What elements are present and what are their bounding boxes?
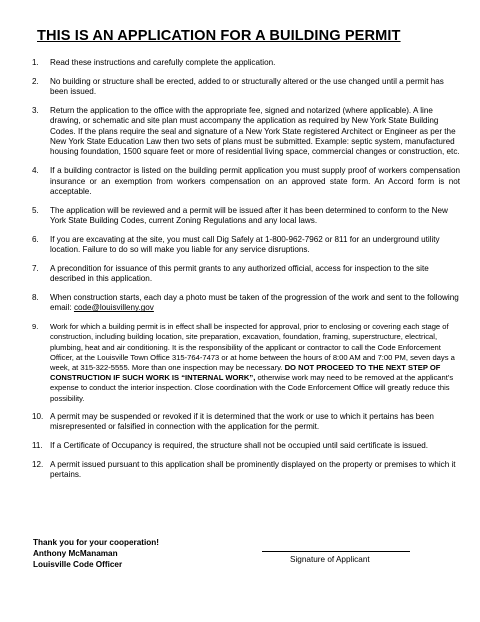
closing-thanks: Thank you for your cooperation! — [33, 538, 160, 547]
item-number: 8. — [32, 292, 39, 302]
item-number: 10. — [32, 412, 44, 422]
item-number: 1. — [32, 58, 39, 67]
item-number: 4. — [32, 166, 39, 176]
item-text: A precondition for issuance of this permit grants to any authorized official, access for inspection to the site described in this application. — [50, 263, 429, 284]
item-text — [50, 293, 460, 314]
email-link[interactable]: code@louisvilleny.gov — [73, 303, 154, 313]
item-number: 9. — [32, 322, 39, 332]
closing-block — [33, 537, 159, 570]
page-title: THIS IS AN APPLICATION FOR A BUILDING PERMIT — [37, 28, 401, 44]
item-text: A permit issued pursuant to this application shall be prominently displayed on the property or premises to which it pertains. — [50, 459, 456, 480]
officer-role: Louisville Code Officer — [33, 560, 123, 569]
item-text: If a building contractor is listed on the building permit application you must supply proof of workers compensation insurance or an exemption from workers compensation on an approved state form. An Accord form is not acceptable. — [50, 166, 460, 196]
warning-text: DO NOT PROCEED TO THE NEXT STEP OF CONSTRUCTION IF SUCH WORK IS “INTERNAL WORK”, — [50, 362, 441, 383]
item-text-part: Work for which a building permit is in effect shall be inspected for approval, prior to enclosing or covering each stage of construction, including building location, site preparation, excavation, foundation, framing, superstructure, electrical, plumbing, heat and air conditioning. It is the responsibility of the applicant or contractor to call the Code Enforcement Officer, at the Louisville Town Office 315-764-7473 or at home between the hours of 8:00 AM and 7:00 PM, seven days a week, at 315-322-5555. More than one inspection may be necessary. — [50, 322, 455, 372]
item-text: Return the application to the office with the appropriate fee, signed and notarized (where applicable). A line drawing, or schematic and site plan must accompany the application as required by New York State Building Codes. If the plans require the seal and signature of a New York State registered Architect or Engineer as per the New York State Education Law then two sets of plans must be submitted. Example: septic system, manufactured housing foundation, 1500 square feet or more of residential living space, commercial changes or construction, etc. — [50, 105, 460, 157]
list-item — [32, 322, 460, 404]
item-number: 5. — [32, 205, 39, 215]
list-item — [32, 293, 460, 314]
item-text: Read these instructions and carefully complete the application. — [50, 58, 276, 67]
officer-name: Anthony McManaman — [33, 549, 118, 558]
item-number: 7. — [32, 263, 39, 273]
list-item — [32, 206, 460, 227]
list-item — [32, 106, 460, 158]
item-text — [50, 322, 460, 404]
list-item — [32, 58, 460, 68]
item-text-part: otherwise work may need to be removed at the applicant’s expense to conduct the interior inspection. Close coordination with the Code Enforcement Office will greatly reduce this possibility. — [50, 373, 454, 403]
list-item — [32, 235, 460, 256]
item-text: The application will be reviewed and a permit will be issued after it has been determined to conform to the New York State Building Codes, current Zoning Regulations and any local laws. — [50, 205, 448, 226]
item-number: 11. — [32, 441, 43, 451]
signature-label: Signature of Applicant — [290, 555, 370, 564]
signature-line[interactable] — [262, 551, 410, 552]
item-number: 6. — [32, 234, 39, 244]
item-number: 3. — [32, 105, 39, 115]
list-item — [32, 441, 460, 451]
item-number: 12. — [32, 459, 44, 469]
item-text: If you are excavating at the site, you must call Dig Safely at 1-800-962-7962 or 811 for an underground utility location. Failure to do so will make you liable for any service disruptions. — [50, 234, 440, 255]
instructions-list — [32, 58, 460, 489]
list-item — [32, 77, 460, 98]
list-item — [32, 166, 460, 197]
item-text: A permit may be suspended or revoked if it is determined that the work or use to which it pertains has been misrepresented or falsified in connection with the application for the permit. — [50, 412, 434, 432]
item-text: No building or structure shall be erected, added to or structurally altered or the use changed until a permit has been issued. — [50, 76, 444, 97]
item-number: 2. — [32, 76, 39, 86]
item-text: If a Certificate of Occupancy is required, the structure shall not be occupied until said certificate is issued. — [50, 441, 428, 451]
item-text-part: When construction starts, each day a photo must be taken of the progression of the work and sent to the following email: — [50, 292, 459, 313]
list-item — [32, 264, 460, 285]
list-item — [32, 412, 460, 433]
list-item — [32, 460, 460, 481]
